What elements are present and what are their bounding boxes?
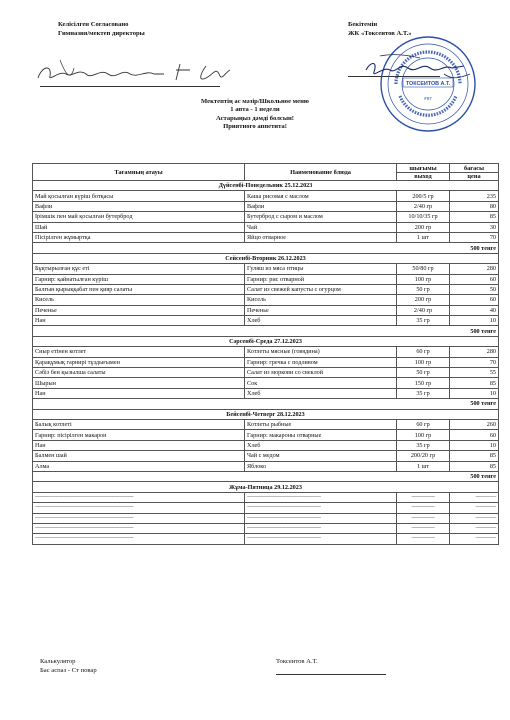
dish-name-kz: Нан — [33, 440, 245, 450]
table-row — [33, 305, 499, 315]
dish-name-ru: Бутерброд с сыром и маслом — [245, 212, 397, 222]
stamp-number: #97 — [424, 96, 432, 101]
dish-name-kz: ------------------------------------------------------------------------ — [33, 534, 245, 544]
agreed-label: Келісілген Согласовано — [58, 21, 129, 28]
day-title: Жұма-Пятница 29.12.2023 — [33, 482, 499, 492]
dish-price: 60 — [450, 274, 499, 284]
dish-name-kz: Кисель — [33, 295, 245, 305]
dish-price: --------------- — [450, 534, 499, 544]
dish-output: 200/20 гр — [397, 451, 450, 461]
table-row — [33, 513, 499, 523]
table-row — [33, 388, 499, 398]
day-title: Бейсенбі-Четверг 28.12.2023 — [33, 409, 499, 419]
table-header-row — [33, 164, 499, 173]
dish-output: 10/10/35 гр — [397, 212, 450, 222]
day-total: 500 тенге — [33, 471, 499, 481]
dish-name-kz: Пісірілген жұмыртқа — [33, 232, 245, 242]
dish-name-kz: Нан — [33, 316, 245, 326]
dish-output: 50 гр — [397, 284, 450, 294]
day-title: Сәрсенбі-Среда 27.12.2023 — [33, 336, 499, 346]
menu-title-wish-kz: Астарыңыз дәмді болсын! — [216, 114, 294, 122]
dish-name-ru: Каша рисовая с маслом — [245, 191, 397, 201]
dish-price: 85 — [450, 378, 499, 388]
dish-name-kz: Қарақұмық гарнирі тұздығымен — [33, 357, 245, 367]
table-row — [33, 347, 499, 357]
table-row — [33, 295, 499, 305]
dish-output: ----------------- — [397, 492, 450, 502]
table-row — [33, 191, 499, 201]
table-row — [33, 368, 499, 378]
dish-name-kz: Сиыр етінен котлет — [33, 347, 245, 357]
dish-name-ru: Кисель — [245, 295, 397, 305]
dish-price: 10 — [450, 440, 499, 450]
day-total: 500 тенге — [33, 399, 499, 409]
dish-name-ru: Гарнир: рис отварной — [245, 274, 397, 284]
dish-output: 35 гр — [397, 388, 450, 398]
dish-name-kz: Вафли — [33, 201, 245, 211]
dish-output: 150 гр — [397, 378, 450, 388]
header-dish-ru: Наименование блюда — [245, 164, 397, 181]
dish-name-ru: Хлеб — [245, 388, 397, 398]
day-header-row — [33, 336, 499, 346]
dish-name-ru: ------------------------------------------------------ — [245, 534, 397, 544]
header-output-kz: шығымы — [397, 164, 450, 173]
dish-output: 35 гр — [397, 440, 450, 450]
day-header-row — [33, 253, 499, 263]
dish-price: 70 — [450, 357, 499, 367]
dish-output: 60 гр — [397, 347, 450, 357]
approve-label: Бекітемін — [348, 21, 378, 28]
dish-price: 10 — [450, 316, 499, 326]
dish-price: 40 — [450, 305, 499, 315]
stamp-name: ТОКСЕИТОВ А.Т. — [405, 81, 451, 87]
dish-price: --------------- — [450, 503, 499, 513]
dish-name-kz: Гарнир: қайнатылған күріш — [33, 274, 245, 284]
dish-output: 1 шт — [397, 232, 450, 242]
approver-signature — [360, 48, 480, 88]
dish-price: 85 — [450, 212, 499, 222]
day-header-row — [33, 409, 499, 419]
menu-title-week: 1 апта - 1 недели — [230, 106, 280, 114]
dish-output: 200 гр — [397, 295, 450, 305]
dish-price: 55 — [450, 368, 499, 378]
footer-signature-line — [276, 674, 386, 675]
dish-name-ru: Котлеты мясные (говядина) — [245, 347, 397, 357]
dish-output: 35 гр — [397, 316, 450, 326]
menu-title-wish-ru: Приятного аппетита! — [223, 122, 287, 130]
table-row — [33, 232, 499, 242]
dish-output: ----------------- — [397, 523, 450, 533]
table-row — [33, 357, 499, 367]
dish-output: ----------------- — [397, 534, 450, 544]
dish-name-ru: Хлеб — [245, 316, 397, 326]
footer-right — [276, 657, 318, 666]
dish-name-ru: ------------------------------------------------------ — [245, 492, 397, 502]
table-row — [33, 212, 499, 222]
day-total-row — [33, 399, 499, 409]
dish-price: 70 — [450, 232, 499, 242]
day-total-row — [33, 243, 499, 253]
dish-price: 10 — [450, 388, 499, 398]
dish-price: 80 — [450, 201, 499, 211]
dish-price: 85 — [450, 461, 499, 471]
dish-price: 280 — [450, 264, 499, 274]
entrepreneur-label: ЖК «Токсеитов А.Т.» — [348, 30, 412, 37]
dish-name-ru: Яблоко — [245, 461, 397, 471]
dish-output: 200/5 гр — [397, 191, 450, 201]
table-row — [33, 222, 499, 232]
dish-name-kz: Бұқтырылған құс еті — [33, 264, 245, 274]
table-row — [33, 316, 499, 326]
table-row — [33, 274, 499, 284]
dish-price: 50 — [450, 284, 499, 294]
header-dish-kz: Тағамның атауы — [33, 164, 245, 181]
menu-title — [150, 98, 360, 131]
dish-name-ru: Гарнир: гречка с подливом — [245, 357, 397, 367]
dish-name-kz: Балық котлеті — [33, 419, 245, 429]
dish-price: --------------- — [450, 513, 499, 523]
table-row — [33, 461, 499, 471]
dish-output: 100 гр — [397, 357, 450, 367]
dish-name-ru: Яйцо отварное — [245, 232, 397, 242]
menu-title-line1: Мектептің ас мәзір/Школьное меню — [201, 98, 309, 105]
day-total: 500 тенге — [33, 243, 499, 253]
dish-output: ----------------- — [397, 503, 450, 513]
dish-name-kz: Алма — [33, 461, 245, 471]
table-row — [33, 284, 499, 294]
day-title: Дүйсенбі-Понедельник 25.12.2023 — [33, 181, 499, 191]
dish-output: 50 гр — [397, 368, 450, 378]
dish-output: 100 гр — [397, 430, 450, 440]
dish-name-kz: Сәбіз бен қызылша салаты — [33, 368, 245, 378]
dish-price: 60 — [450, 295, 499, 305]
footer-name: Токсеитов А.Т. — [276, 658, 318, 665]
dish-name-kz: Шай — [33, 222, 245, 232]
dish-name-ru: Вафли — [245, 201, 397, 211]
dish-name-kz: ------------------------------------------------------------------------ — [33, 523, 245, 533]
dish-name-kz: Балмен шай — [33, 451, 245, 461]
day-header-row — [33, 181, 499, 191]
dish-price: 85 — [450, 451, 499, 461]
table-row — [33, 492, 499, 502]
dish-price: --------------- — [450, 492, 499, 502]
dish-name-ru: Гуляш из мяса птицы — [245, 264, 397, 274]
day-total: 500 тенге — [33, 326, 499, 336]
table-row — [33, 503, 499, 513]
dish-output: 50/80 гр — [397, 264, 450, 274]
dish-name-ru: Чай с медом — [245, 451, 397, 461]
table-row — [33, 523, 499, 533]
director-label: Гимназия/мектеп директоры — [58, 30, 145, 37]
dish-name-ru: Чай — [245, 222, 397, 232]
header-output-ru: выход — [397, 173, 450, 181]
calculator-label: Калькулятор — [40, 658, 76, 665]
table-row — [33, 430, 499, 440]
dish-name-kz: Балғын қырыққабат пен қияр салаты — [33, 284, 245, 294]
dish-name-ru: ------------------------------------------------------ — [245, 503, 397, 513]
dish-name-ru: Гарнир: макароны отварные — [245, 430, 397, 440]
header-price-ru: цена — [450, 173, 499, 181]
table-row — [33, 378, 499, 388]
dish-price: 280 — [450, 347, 499, 357]
dish-name-ru: ------------------------------------------------------ — [245, 513, 397, 523]
table-row — [33, 451, 499, 461]
dish-name-ru: Хлеб — [245, 440, 397, 450]
dish-name-ru: Сок — [245, 378, 397, 388]
dish-name-kz: Печенье — [33, 305, 245, 315]
table-row — [33, 201, 499, 211]
table-row — [33, 440, 499, 450]
day-header-row — [33, 482, 499, 492]
menu-body — [33, 181, 499, 545]
dish-output: ----------------- — [397, 513, 450, 523]
dish-output: 1 шт — [397, 461, 450, 471]
dish-name-kz: Нан — [33, 388, 245, 398]
chef-label: Бас аспаз - Ст повар — [40, 667, 97, 674]
dish-output: 2/40 гр — [397, 305, 450, 315]
dish-name-ru: Печенье — [245, 305, 397, 315]
footer-left — [40, 657, 97, 675]
dish-output: 60 гр — [397, 419, 450, 429]
table-row — [33, 264, 499, 274]
menu-table — [32, 163, 499, 545]
day-total-row — [33, 471, 499, 481]
dish-price: 235 — [450, 191, 499, 201]
dish-price: 60 — [450, 430, 499, 440]
dish-name-kz: Гарнир: пісірілген макарон — [33, 430, 245, 440]
dish-name-kz: ------------------------------------------------------------------------ — [33, 503, 245, 513]
dish-output: 200 гр — [397, 222, 450, 232]
table-row — [33, 534, 499, 544]
dish-name-kz: ------------------------------------------------------------------------ — [33, 492, 245, 502]
dish-name-ru: Котлеты рыбные — [245, 419, 397, 429]
table-row — [33, 419, 499, 429]
dish-name-kz: Ірімшік пен май қосылған бутерброд — [33, 212, 245, 222]
approval-block-left — [58, 20, 258, 38]
dish-output: 2/40 гр — [397, 201, 450, 211]
dish-price: --------------- — [450, 523, 499, 533]
header-price-kz: бағасы — [450, 164, 499, 173]
dish-name-ru: Салат из моркови со свеклой — [245, 368, 397, 378]
day-total-row — [33, 326, 499, 336]
dish-name-kz: Шырын — [33, 378, 245, 388]
dish-name-ru: ------------------------------------------------------ — [245, 523, 397, 533]
dish-output: 100 гр — [397, 274, 450, 284]
dish-name-kz: ------------------------------------------------------------------------ — [33, 513, 245, 523]
dish-name-kz: Май қосылған күріш ботқасы — [33, 191, 245, 201]
day-title: Сейсенбі-Вторник 26.12.2023 — [33, 253, 499, 263]
dish-price: 260 — [450, 419, 499, 429]
director-signature-line — [40, 86, 220, 87]
director-signature — [30, 56, 240, 86]
dish-name-ru: Салат из свежей капусты с огурцом — [245, 284, 397, 294]
dish-price: 30 — [450, 222, 499, 232]
